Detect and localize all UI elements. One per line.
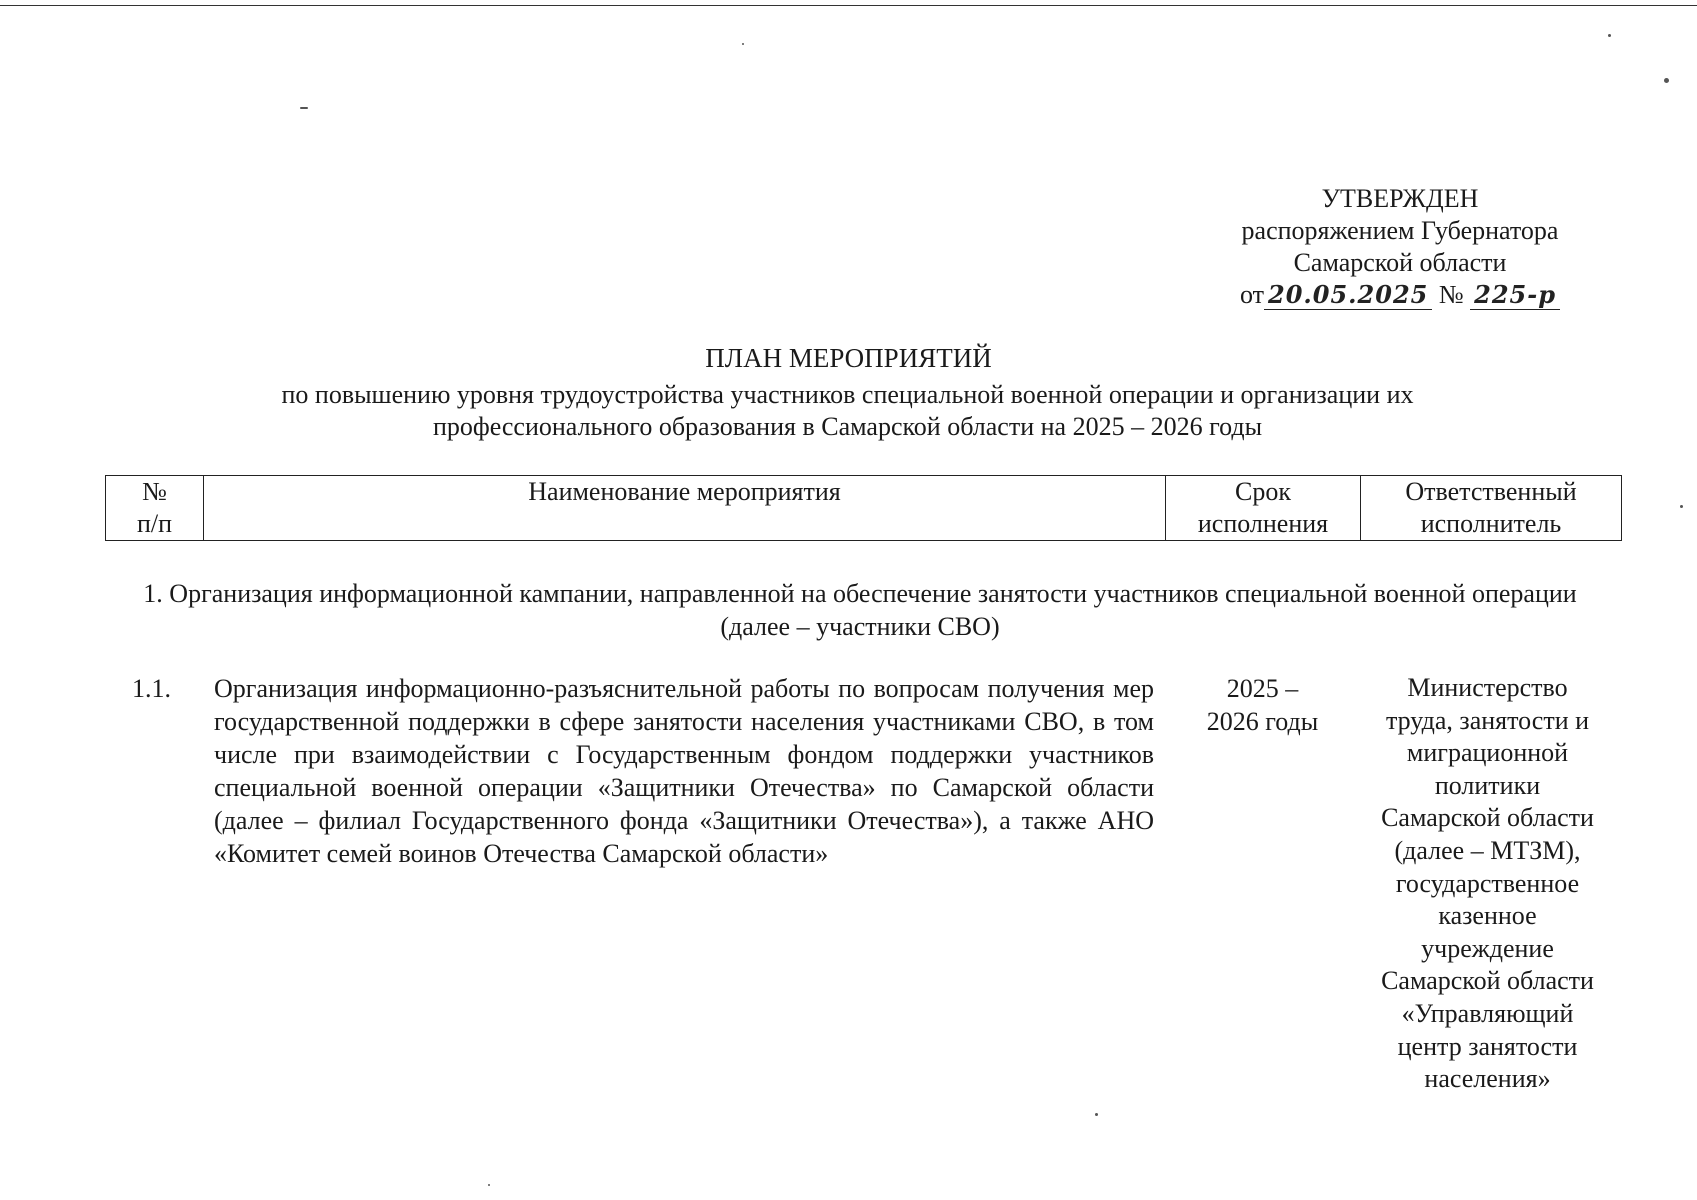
responsible-line: центр занятости	[1397, 1031, 1578, 1061]
scan-speck	[1608, 34, 1611, 37]
header-responsible-cell	[1361, 476, 1622, 541]
responsible-line: Министерство	[1407, 673, 1568, 702]
responsible-line: Самарской области	[1381, 966, 1594, 996]
scan-speck	[300, 107, 308, 109]
approval-region: Самарской области	[1293, 248, 1507, 277]
approval-date: 20.05.2025	[1264, 280, 1432, 310]
scan-speck	[742, 43, 744, 45]
header-num-line1: №	[142, 477, 167, 506]
approval-block	[1180, 183, 1620, 311]
document-subtitle: по повышению уровня трудоустройства участников специальной военной операции и организации их профессионального образования в Самарской области на 2025 – 2026 годы	[281, 380, 1414, 441]
responsible-line: политики	[1434, 770, 1541, 800]
top-border-line	[0, 5, 1697, 6]
approval-number: 225-р	[1470, 280, 1560, 310]
header-num-line2: п/п	[136, 509, 173, 538]
item-description: Организация информационно-разъяснительной работы по вопросам получения мер государственной поддержки в сфере занятости населения участниками СВО, в том числе при взаимодействии с Государственным фондом поддержки участников специальной военной операции «Защитники Отечества» по Самарской области (далее – филиал Государственного фонда «Защитники Отечества»), а также АНО «Комитет семей воинов Отечества Самарской области»	[214, 674, 1154, 868]
scan-speck	[1680, 505, 1683, 508]
responsible-line: населения»	[1424, 1064, 1551, 1094]
responsible-line: труда, занятости и	[1385, 705, 1590, 735]
item-term	[1185, 672, 1340, 738]
date-prefix: от	[1240, 280, 1265, 309]
scan-speck	[1095, 1113, 1098, 1116]
responsible-line: Самарской области	[1381, 803, 1594, 833]
section-title: 1. Организация информационной кампании, направленной на обеспечение занятости участников специальной военной операции (далее – участники СВО)	[143, 579, 1577, 641]
scan-speck	[488, 1184, 490, 1186]
responsible-line: учреждение	[1421, 933, 1554, 963]
header-name-cell	[204, 476, 1166, 541]
document-title: ПЛАН МЕРОПРИЯТИЙ	[705, 343, 992, 373]
header-term-line1: Срок	[1235, 477, 1291, 506]
header-responsible-line2: исполнитель	[1420, 509, 1562, 538]
item-number: 1.1.	[132, 674, 171, 703]
responsible-line: государственное	[1395, 868, 1580, 898]
scan-speck	[1664, 78, 1669, 83]
table-header	[105, 475, 1622, 541]
header-term-line2: исполнения	[1197, 509, 1329, 538]
approval-status: УТВЕРЖДЕН	[1321, 184, 1479, 213]
approval-by: распоряжением Губернатора	[1241, 216, 1559, 245]
header-num-cell	[106, 476, 204, 541]
responsible-line: миграционной	[1406, 738, 1569, 768]
header-responsible-line1: Ответственный	[1405, 477, 1577, 506]
item-term-line2: 2026 годы	[1206, 707, 1319, 736]
header-name: Наименование мероприятия	[528, 477, 841, 506]
responsible-line: казенное	[1438, 901, 1537, 931]
header-term-cell	[1166, 476, 1361, 541]
item-responsible	[1355, 672, 1620, 1096]
responsible-line: «Управляющий	[1401, 998, 1574, 1028]
approval-date-line	[1180, 279, 1620, 311]
number-prefix: №	[1438, 280, 1464, 309]
item-term-line1: 2025 –	[1226, 674, 1299, 703]
responsible-line: (далее – МТЗМ),	[1394, 835, 1581, 865]
